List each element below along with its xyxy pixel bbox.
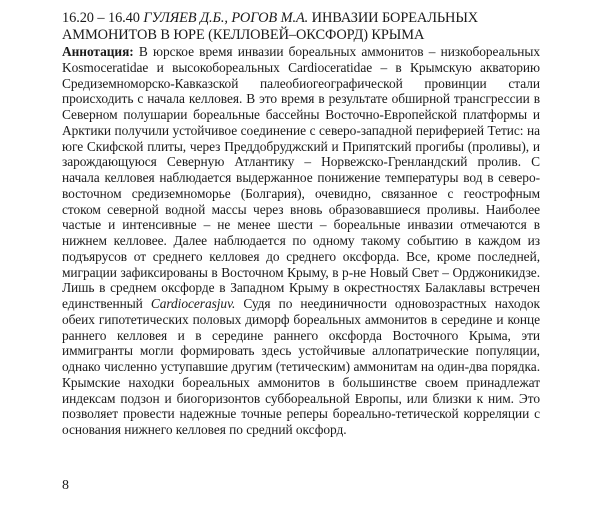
abstract-body [62, 44, 540, 438]
abstract-label: Аннотация: [62, 44, 134, 59]
talk-time: 16.20 – 16.40 [62, 10, 140, 26]
abstract-text-part1: В юрское время инвазии бореальных аммонитов – низкобореальных Kosmoceratidae и высокобореальных Cardioceratidae – в Крымскую акваторию Средиземноморско-Кавказской палеобиогеографической провинции стали происходить с начала келловея. В это время в результате обширной трансгрессии в Северном полушарии бореальные бассейны Восточно-Европейской платформы и Арктики получили устойчивое соединение с северо-западной периферией Тетис: на юге Скифской плиты, через Преддобруджский и Припятский прогибы (проливы), и зарождающуюся Северную Атлантику – Норвежско-Гренландский пролив. С начала келловея наблюдается выдержанное понижение температуры вод в северо-восточном средиземноморье (Болгария), очевидно, связанное с геострофным стоком северной водной массы через вновь образовавшиеся проливы. Наиболее частые и интенсивные – не менее шести – бореальные инвазии отмечаются в нижнем келловее. Далее наблюдается по одному такому событию в каждом из подъярусов от среднего келловея до среднего оксфорда. Все, кроме последней, миграции зафиксированы в Восточном Крыму, в р-не Новый Свет – Орджоникидзе. Лишь в среднем оксфорде в Западном Крыму в окрестностях Балаклавы встречен единственный [62, 44, 540, 311]
talk-authors: ГУЛЯЕВ Д.Б., РОГОВ М.А. [143, 10, 309, 26]
abstract-genus: Cardioceras [150, 296, 217, 311]
abstract-text-part2: Судя по неединичности одновозрастных находок обеих гипотетических половых диморф бореальных аммонитов в середине и конце раннего келловея и в середине раннего оксфорда Восточного Крыма, эти иммигранты могли формировать здесь устойчивые аллопатрические популяции, однако численно уступавшие другим (тетическим) аммонитам на один-два порядка. Крымские находки бореальных аммонитов в большинстве своем принадлежат индексам подзон и биогоризонтов суббореальной Европы, или близки к ним. Это позволяет провести надежные точные реперы бореально-тетической корреляции с основания нижнего келловея по средний оксфорд. [62, 296, 540, 437]
talk-title: ИНВАЗИИ БОРЕАЛЬНЫХ АММОНИТОВ В ЮРЕ (КЕЛЛОВЕЙ–ОКСФОРД) КРЫМА [62, 10, 479, 43]
abstract-genus-suffix: juv. [216, 296, 236, 311]
talk-header [62, 10, 540, 44]
page-number: 8 [62, 478, 69, 493]
